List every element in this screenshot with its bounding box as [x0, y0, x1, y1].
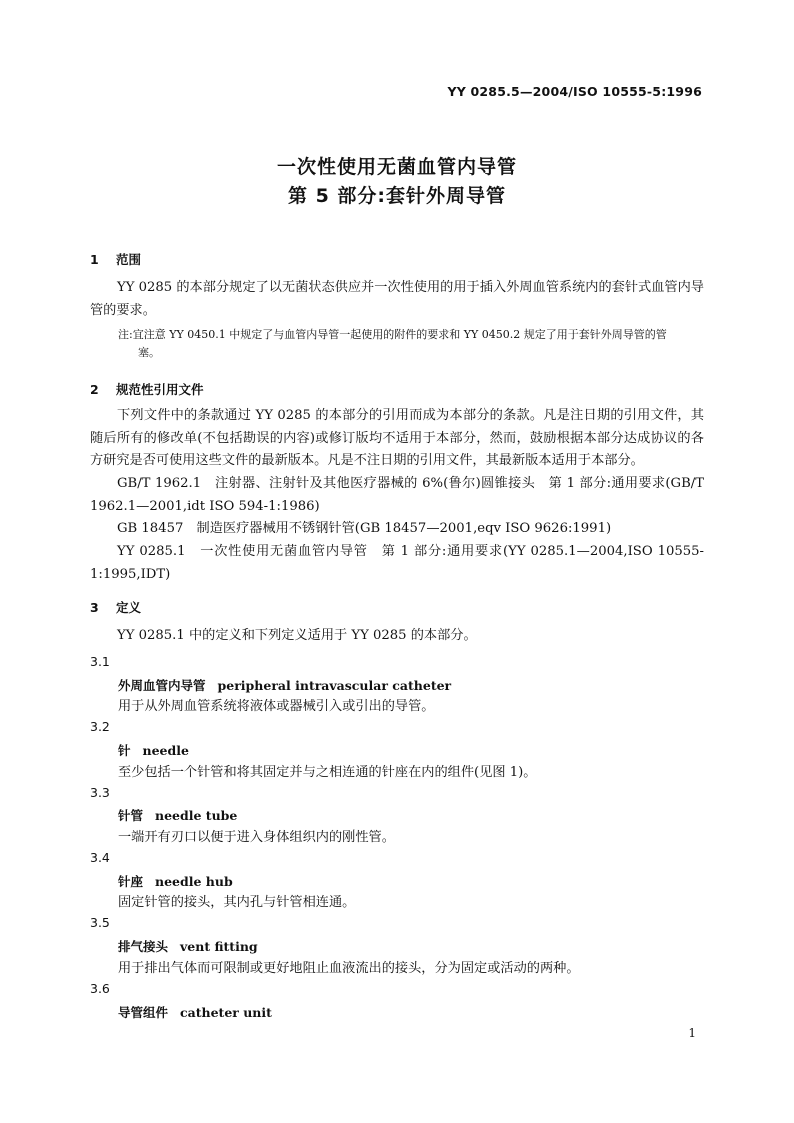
reference-item: GB 18457 制造医疗器械用不锈钢针管(GB 18457—2001,eqv ISO 9626:1991)	[117, 521, 612, 536]
definition-number: 3.1	[90, 654, 110, 669]
definition-text: 用于从外周血管系统将液体或器械引入或引出的导管。	[118, 699, 435, 714]
reference-item: YY 0285.1 一次性使用无菌血管内导管 第 1 部分:通用要求(YY 0285.1—2004,ISO 10555-1:1995,IDT)	[90, 544, 704, 582]
section-number: 1	[90, 252, 99, 267]
section-3-heading	[90, 598, 141, 616]
term-chinese: 导管组件	[118, 1005, 169, 1020]
definition-text: 固定针管的接头，其内孔与针管相连通。	[118, 895, 356, 910]
note-line-2: 塞。	[138, 346, 160, 359]
term-english: peripheral intravascular catheter	[217, 678, 452, 693]
section-1-note	[118, 326, 704, 362]
reference-item: GB/T 1962.1 注射器、注射针及其他医疗器械的 6%(鲁尔)圆锥接头 第 1 部分:通用要求(GB/T 1962.1—2001,idt ISO 594-1:1986)	[90, 476, 704, 514]
definition-term	[118, 937, 258, 955]
term-chinese: 针管	[118, 808, 144, 823]
document-title-line1: 一次性使用无菌血管内导管	[276, 156, 517, 178]
term-english: needle tube	[155, 808, 238, 823]
definition-text: 至少包括一个针管和将其固定并与之相连通的针座在内的组件(见图 1)。	[118, 765, 537, 780]
term-chinese: 外周血管内导管	[118, 678, 206, 693]
section-number: 3	[90, 600, 99, 615]
section-title: 规范性引用文件	[116, 382, 204, 397]
term-english: catheter unit	[180, 1005, 272, 1020]
term-chinese: 排气接头	[118, 939, 169, 954]
document-title-line2: 第 5 部分:套针外周导管	[287, 185, 507, 207]
section-title: 范围	[116, 252, 142, 267]
definition-text: 一端开有刃口以便于进入身体组织内的刚性管。	[118, 830, 395, 845]
section-title: 定义	[116, 600, 142, 615]
definition-term	[118, 676, 451, 694]
definition-number: 3.6	[90, 981, 110, 996]
section-2-heading	[90, 380, 204, 398]
definition-term	[118, 872, 233, 890]
term-chinese: 针	[118, 743, 131, 758]
note-line-1: 注:宜注意 YY 0450.1 中规定了与血管内导管一起使用的附件的要求和 YY 0450.2 规定了用于套针外周导管的管	[118, 328, 667, 341]
section-number: 2	[90, 382, 99, 397]
section-3-paragraph: YY 0285.1 中的定义和下列定义适用于 YY 0285 的本部分。	[117, 628, 477, 643]
definition-number: 3.5	[90, 915, 110, 930]
definition-number: 3.3	[90, 785, 110, 800]
section-1-paragraph: YY 0285 的本部分规定了以无菌状态供应并一次性使用的用于插入外周血管系统内的套针式血管内导管的要求。	[90, 280, 704, 318]
definition-term	[118, 806, 237, 824]
term-english: needle	[142, 743, 189, 758]
definition-text: 用于排出气体而可限制或更好地阻止血液流出的接头，分为固定或活动的两种。	[118, 961, 580, 976]
page-number: 1	[688, 1026, 696, 1040]
section-1-heading	[90, 250, 141, 268]
term-chinese: 针座	[118, 874, 144, 889]
definition-term	[118, 1003, 272, 1021]
term-english: vent fitting	[180, 939, 258, 954]
section-2-paragraph: 下列文件中的条款通过 YY 0285 的本部分的引用而成为本部分的条款。凡是注日期的引用文件，其随后所有的修改单(不包括勘误的内容)或修订版均不适用于本部分，然而，鼓励根据本部分达成协议的各方研究是否可使用这些文件的最新版本。凡是不注日期的引用文件，其最新版本适用于本部分。	[90, 408, 704, 468]
definition-number: 3.4	[90, 850, 110, 865]
document-code: YY 0285.5—2004/ISO 10555-5:1996	[447, 84, 702, 99]
term-english: needle hub	[155, 874, 233, 889]
definition-number: 3.2	[90, 719, 110, 734]
definition-term	[118, 741, 189, 759]
